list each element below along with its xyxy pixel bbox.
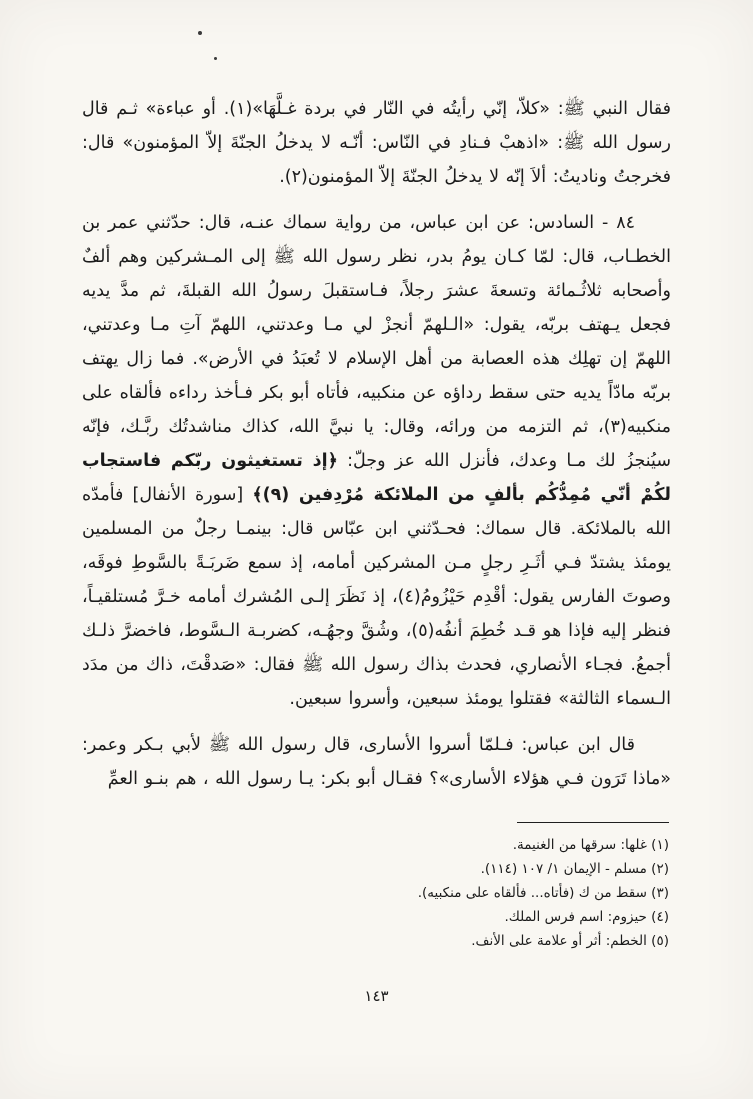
footnotes-section (82, 833, 671, 953)
paragraph-text: ٨٤ - السادس: عن ابن عباس، من رواية سماك عنـه، قال: حدّثني عمر بن الخطـاب، قال: لمّا كـان يومُ بدر، نظر رسول الله ﷺ إلى المـشركين وهم ألفٌ وأصحابه ثلاثُـمائة وتسعةَ عشرَ رجلاً، فـاستقبلَ رسولُ الله القبلةَ، ثم مدَّ يديه فجعل يـهتف بربّه، يقول: «الـلهمّ أنجزْ لي مـا وعدتني، اللهمّ آتِ مـا وعدتني، اللهمّ إن تهلِك هذه العصابة من أهل الإسلام لا تُعبَدُ في الأرض». فما زال يهتف بربّه مادّاً يديه حتى سقط رداؤه عن منكبيه، فأتاه أبو بكر فـأخذ رداءه فألقاه على منكبيه(٣)، ثم التزمه من ورائه، وقال: يا نبيَّ الله، كذاك مناشدتُك ربَّـك، فإنّه سيُنجزُ لك مـا وعدك، فأنزل الله عز وجلّ: (82, 213, 671, 471)
paragraph-text: فأمدّه الله بالملائكة. قال سماك: فحـدّثني ابن عبّاس قال: بينمـا رجلٌ من المسلمين يومئذ يشتدّ فـي أثَـرِ رجلٍ مـن المشركين أمامه، إذ سمع ضَربَـةً بالسَّوطِ فوقَه، وصوتَ الفارس يقول: أقْدِم حَيْزُومُ(٤)، إذ نَظَرَ إلـى المُشرك أمامه خـرَّ مُستلقيـاً، فنظر إليه فإذا هو قـد خُطِمَ أنفُه(٥)، وشُقَّ وجهُـه، كضربـة الـسَّوط، فاخضرَّ ذلـك أجمعُ. فجـاء الأنصاري، فحدث بذاك رسول الله ﷺ فقال: «صَدقْتَ، ذاك من مدَد الـسماء الثالثة» فقتلوا يومئذ سبعين، وأسروا سبعين. (82, 485, 671, 709)
paragraph-text: قال ابن عباس: فـلمّا أسروا الأسارى، قال رسول الله ﷺ لأبي بـكر وعمر: «ماذا تَرَون فـي هؤلاء الأسارى»؟ فقـال أبو بكر: يـا رسول الله ، هم بنـو العمِّ (82, 735, 671, 789)
scan-speck (198, 31, 202, 35)
main-text-block (82, 92, 671, 796)
footnote-text: (٤) حيزوم: اسم فرس الملك. (504, 909, 669, 925)
paragraph-text: فقال النبي ﷺ: «كلاّ، إنّي رأيتُه في النّار في بردة غـلَّهَا»(١). أو عباءة» ثـم قال رسول الله ﷺ: «اذهبْ فـنادِ في النّاس: أنّـه لا يدخلُ الجنّةَ إلاّ المؤمنون» قال: فخرجتُ وناديتُ: ألاَ إنّه لا يدخلُ الجنّةَ إلاّ المؤمنون(٢). (82, 99, 672, 187)
footnote-text: (١) غلها: سرقها من الغنيمة. (512, 837, 669, 853)
footnote-text: (٢) مسلم - الإيمان ١/ ١٠٧ (١١٤). (480, 861, 669, 877)
quran-verse: ﴿إذ تستغيثون ربّكم فاستجاب لكُمْ أنّي مُمِدُّكُم بألفٍ من الملائكة مُرْدِفين (٩)﴾ (82, 451, 672, 505)
footnote-item (82, 881, 669, 905)
footnote-item (82, 905, 669, 929)
page-number: ١٤٣ (364, 987, 389, 1005)
paragraph-hadith-83-end (82, 92, 671, 194)
scan-speck (214, 57, 217, 60)
footnote-separator (517, 822, 669, 823)
footnote-item (82, 857, 669, 881)
verse-reference: [سورة الأنفال] (132, 485, 244, 505)
footnote-item (82, 833, 669, 857)
footnote-text: (٣) سقط من ك (فأتاه... فألقاه على منكبيه). (417, 885, 669, 901)
paragraph-hadith-84 (82, 206, 671, 716)
footnote-text: (٥) الخطم: أثر أو علامة على الأنف. (471, 933, 669, 949)
footnote-item (82, 929, 669, 953)
paragraph-hadith-84-prisoners (82, 728, 671, 796)
